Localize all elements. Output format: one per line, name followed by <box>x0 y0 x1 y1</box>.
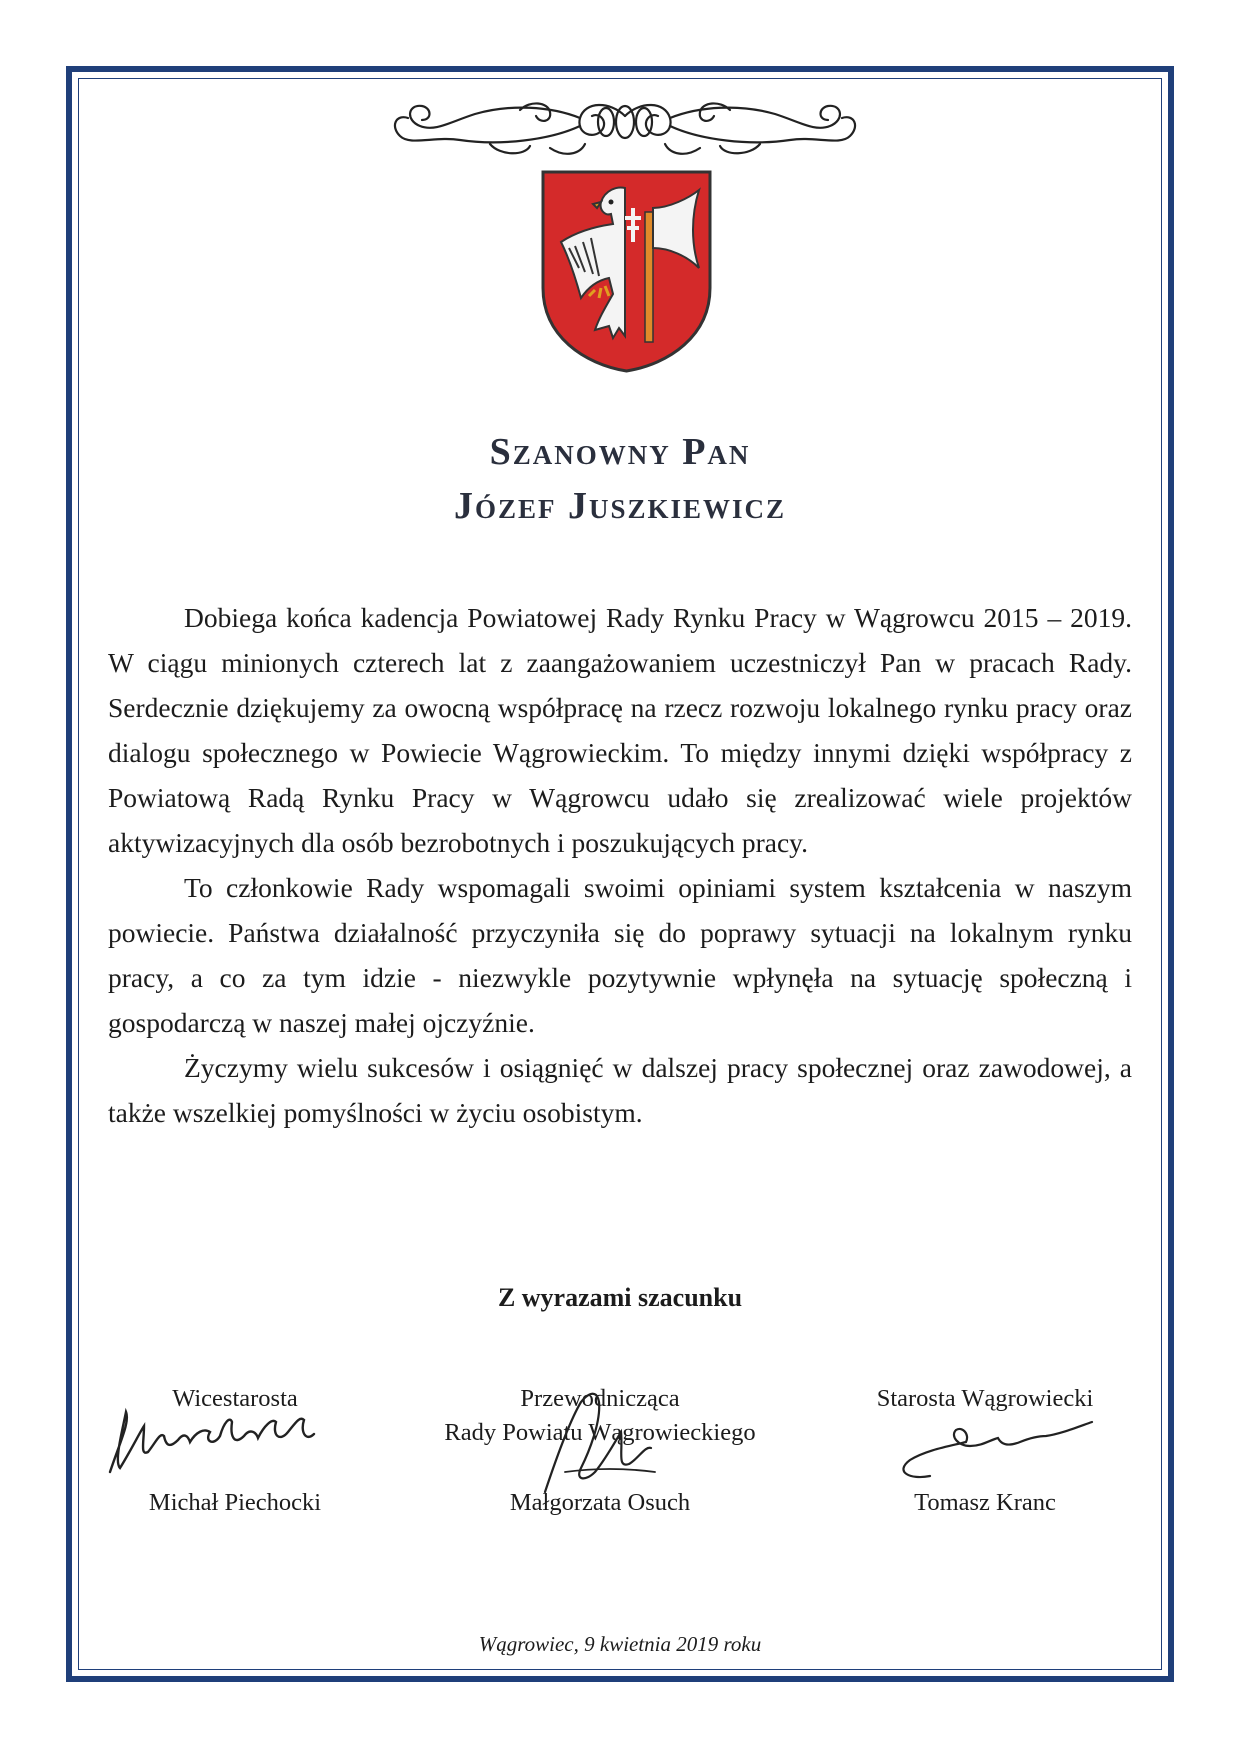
signatory-name: Tomasz Kranc <box>914 1489 1056 1516</box>
signatory-starost <box>840 1382 1130 1522</box>
recipient-name <box>0 484 1240 528</box>
coat-of-arms-icon <box>539 168 714 374</box>
signatory-role-line1: Przewodnicząca <box>520 1385 680 1412</box>
signatory-role-line2: Rady Powiatu Wągrowieckiego <box>444 1419 756 1446</box>
paragraph-3: Życzymy wielu sukcesów i osiągnięć w dalszej pracy społecznej oraz zawodowej, a także wszelkiej pomyślności w życiu osobistym. <box>108 1052 1132 1128</box>
handwritten-signature-icon <box>505 1372 685 1502</box>
place-and-date: Wągrowiec, 9 kwietnia 2019 roku <box>478 1632 762 1656</box>
signatory-name: Małgorzata Osuch <box>509 1489 691 1516</box>
paragraph-2: To członkowie Rady wspomagali swoimi opiniami system kształcenia w naszym powiecie. Państwa działalność przyczyniła się do poprawy sytuacji na lokalnym rynku pracy, a co za tym idzie - niezwykle pozytywnie wpłynęła na sytuację społeczną i gospodarczą w naszej małej ojczyźnie. <box>108 872 1132 1038</box>
recipient-title-text: Szanowny Pan <box>489 431 751 473</box>
handwritten-signature-icon <box>870 1406 1110 1486</box>
signatory-role-line1: Wicestarosta <box>172 1385 298 1412</box>
letter-body <box>108 595 1132 1135</box>
paragraph-1: Dobiega końca kadencja Powiatowej Rady Rynku Pracy w Wągrowcu 2015 – 2019. W ciągu minionych czterech lat z zaangażowaniem uczestniczył Pan w pracach Rady. Serdecznie dziękujemy za owocną współpracę na rzecz rozwoju lokalnego rynku pracy oraz dialogu społecznego w Powiecie Wągrowieckim. To między innymi dzięki współpracy z Powiatową Radą Rynku Pracy w Wągrowcu udało się zrealizować wiele projektów aktywizacyjnych dla osób bezrobotnych i poszukujących pracy. <box>108 602 1132 858</box>
flourish-ornament-icon <box>380 96 870 168</box>
recipient-title <box>0 430 1240 474</box>
signatory-role-line1: Starosta Wągrowiecki <box>876 1385 1094 1412</box>
signatory-chairwoman <box>395 1382 805 1522</box>
recipient-name-text: Józef Juszkiewicz <box>453 485 787 527</box>
signatory-name: Michał Piechocki <box>148 1489 322 1516</box>
handwritten-signature-icon <box>100 1402 340 1482</box>
closing-phrase: Z wyrazami szacunku <box>497 1283 743 1312</box>
signatory-vice-starost <box>110 1382 360 1522</box>
